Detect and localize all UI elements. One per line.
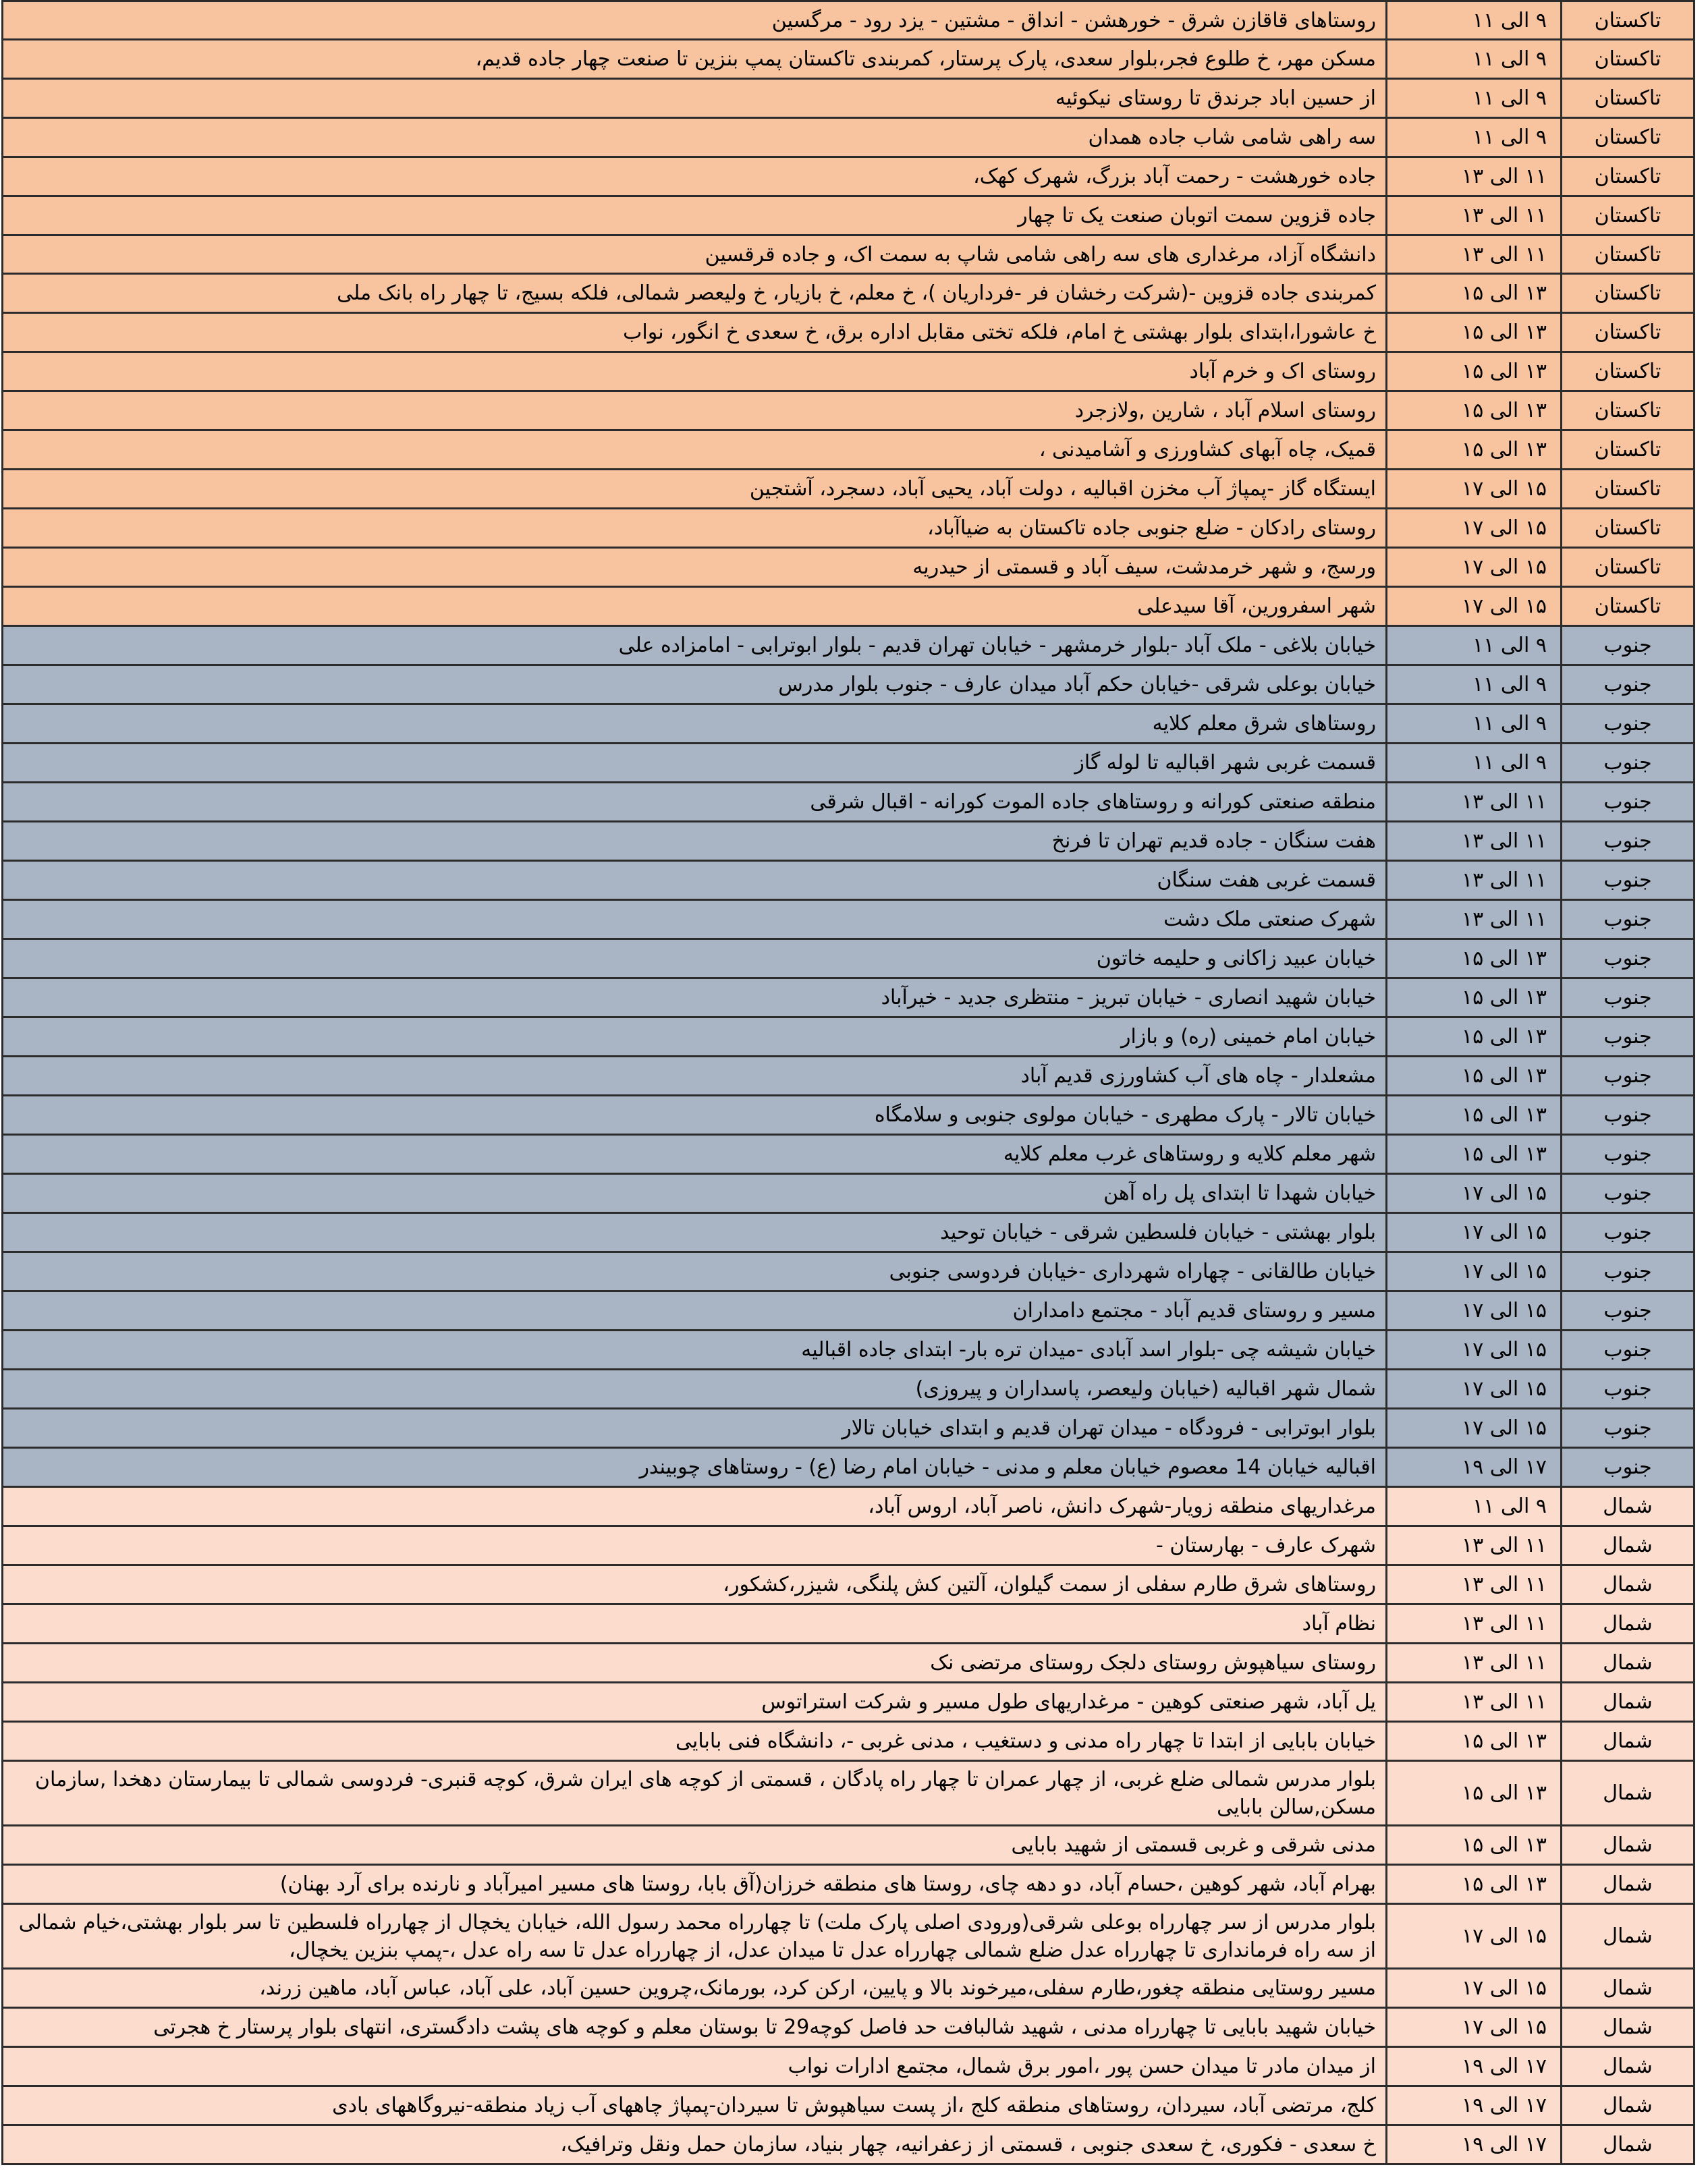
location-cell: شهر اسفرورین، آقا سیدعلی xyxy=(3,587,1387,626)
region-cell: جنوب xyxy=(1562,1174,1695,1213)
table-row xyxy=(3,79,1695,118)
location-cell: بلوار مدرس شمالی ضلع غربی، از چهار عمران تا چهار راه پادگان ، قسمتی از کوچه های ایران شرق، کوچه قنبری- فردوسی شمالی تا بیمارستان دهخدا ,سازمان مسکن,سالن بابایی xyxy=(3,1761,1387,1826)
table-row xyxy=(3,1826,1695,1865)
time-range-cell: ۱۵ الی ۱۷ xyxy=(1387,1291,1562,1331)
time-range-cell: ۱۷ الی ۱۹ xyxy=(1387,1448,1562,1487)
table-row xyxy=(3,1096,1695,1135)
location-cell: قمیک، چاه آبهای کشاورزی و آشامیدنی ، xyxy=(3,430,1387,470)
region-cell: تاکستان xyxy=(1562,1,1695,40)
time-range-cell: ۱۵ الی ۱۷ xyxy=(1387,470,1562,509)
region-cell: تاکستان xyxy=(1562,274,1695,313)
table-row xyxy=(3,1252,1695,1291)
table-row xyxy=(3,1761,1695,1826)
time-range-cell: ۱۱ الی ۱۳ xyxy=(1387,900,1562,939)
table-row xyxy=(3,822,1695,861)
time-range-cell: ۱۱ الی ۱۳ xyxy=(1387,822,1562,861)
time-range-cell: ۱۱ الی ۱۳ xyxy=(1387,1644,1562,1683)
region-cell: شمال xyxy=(1562,2125,1695,2165)
table-row xyxy=(3,1969,1695,2008)
location-cell: خیابان شهید انصاری - خیابان تبریز - منتظری جدید - خیرآباد xyxy=(3,978,1387,1017)
region-cell: جنوب xyxy=(1562,1252,1695,1291)
table-row xyxy=(3,939,1695,978)
region-cell: جنوب xyxy=(1562,1331,1695,1370)
time-range-cell: ۹ الی ۱۱ xyxy=(1387,744,1562,783)
location-cell: قسمت غربی شهر اقبالیه تا لوله گاز xyxy=(3,744,1387,783)
time-range-cell: ۱۳ الی ۱۵ xyxy=(1387,352,1562,391)
region-cell: تاکستان xyxy=(1562,509,1695,548)
location-cell: خیابان طالقانی - چهاراه شهرداری -خیابان فردوسی جنوبی xyxy=(3,1252,1387,1291)
table-row xyxy=(3,1604,1695,1644)
time-range-cell: ۱۳ الی ۱۵ xyxy=(1387,1826,1562,1865)
location-cell: خیابان شهدا تا ابتدای پل راه آهن xyxy=(3,1174,1387,1213)
table-row xyxy=(3,391,1695,430)
table-row xyxy=(3,1487,1695,1526)
time-range-cell: ۱۳ الی ۱۵ xyxy=(1387,391,1562,430)
location-cell: خ سعدی - فکوری، خ سعدی جنوبی ، قسمتی از زعفرانیه، چهار بنیاد، سازمان حمل ونقل وترافیک، xyxy=(3,2125,1387,2165)
region-cell: جنوب xyxy=(1562,939,1695,978)
location-cell: منطقه صنعتی کورانه و روستاهای جاده الموت کورانه - اقبال شرقی xyxy=(3,783,1387,822)
location-cell: کمربندی جاده قزوین -(شرکت رخشان فر -فرداریان )، خ معلم، خ بازیار، خ ولیعصر شمالی، فلکه بسیج، تا چهار راه بانک ملی xyxy=(3,274,1387,313)
location-cell: ورسج، و شهر خرمدشت، سیف آباد و قسمتی از حیدریه xyxy=(3,548,1387,587)
location-cell: شمال شهر اقبالیه (خیابان ولیعصر، پاسداران و پیروزی) xyxy=(3,1370,1387,1409)
time-range-cell: ۱۱ الی ۱۳ xyxy=(1387,861,1562,900)
time-range-cell: ۱۳ الی ۱۵ xyxy=(1387,274,1562,313)
location-cell: مدنی شرقی و غربی قسمتی از شهید بابایی xyxy=(3,1826,1387,1865)
table-row xyxy=(3,978,1695,1017)
location-cell: مسیر و روستای قدیم آباد - مجتمع دامداران xyxy=(3,1291,1387,1331)
table-row xyxy=(3,1057,1695,1096)
location-cell: خیابان بابایی از ابتدا تا چهار راه مدنی و دستغیب ، مدنی غربی -، دانشگاه فنی بابایی xyxy=(3,1722,1387,1761)
table-row xyxy=(3,1565,1695,1604)
location-cell: شهرک عارف - بهارستان - xyxy=(3,1526,1387,1565)
table-row xyxy=(3,744,1695,783)
time-range-cell: ۱۷ الی ۱۹ xyxy=(1387,2125,1562,2165)
region-cell: جنوب xyxy=(1562,861,1695,900)
location-cell: مرغداریهای منطقه زویار-شهرک دانش، ناصر آباد، اروس آباد، xyxy=(3,1487,1387,1526)
table-row xyxy=(3,1448,1695,1487)
region-cell: شمال xyxy=(1562,1761,1695,1826)
location-cell: روستای سیاهپوش روستای دلجک روستای مرتضی نک xyxy=(3,1644,1387,1683)
region-cell: تاکستان xyxy=(1562,118,1695,157)
location-cell: بلوار ابوترابی - فرودگاه - میدان تهران قدیم و ابتدای خیابان تالار xyxy=(3,1409,1387,1448)
region-cell: شمال xyxy=(1562,1683,1695,1722)
time-range-cell: ۱۵ الی ۱۷ xyxy=(1387,1252,1562,1291)
region-cell: جنوب xyxy=(1562,1017,1695,1057)
time-range-cell: ۱۵ الی ۱۷ xyxy=(1387,1370,1562,1409)
region-cell: جنوب xyxy=(1562,744,1695,783)
table-row xyxy=(3,235,1695,274)
region-cell: شمال xyxy=(1562,1826,1695,1865)
location-cell: ایستگاه گاز -پمپاژ آب مخزن اقبالیه ، دولت آباد، یحیی آباد، دسجرد، آشتجین xyxy=(3,470,1387,509)
time-range-cell: ۱۵ الی ۱۷ xyxy=(1387,587,1562,626)
region-cell: شمال xyxy=(1562,1604,1695,1644)
table-row xyxy=(3,1135,1695,1174)
location-cell: خیابان شیشه چی -بلوار اسد آبادی -میدان تره بار- ابتدای جاده اقبالیه xyxy=(3,1331,1387,1370)
time-range-cell: ۱۳ الی ۱۵ xyxy=(1387,939,1562,978)
table-row xyxy=(3,1291,1695,1331)
region-cell: شمال xyxy=(1562,1969,1695,2008)
time-range-cell: ۱۷ الی ۱۹ xyxy=(1387,2047,1562,2086)
region-cell: جنوب xyxy=(1562,1448,1695,1487)
table-row xyxy=(3,509,1695,548)
table-row xyxy=(3,196,1695,235)
location-cell: اقبالیه خیابان 14 معصوم خیابان معلم و مدنی - خیابان امام رضا (ع) - روستاهای چوبیندر xyxy=(3,1448,1387,1487)
location-cell: کلج، مرتضی آباد، سیردان، روستاهای منطقه کلج ،از پست سیاهپوش تا سیردان-پمپاژ چاههای آب زیاد منطقه-نیروگاههای بادی xyxy=(3,2086,1387,2125)
location-cell: جاده خورهشت - رحمت آباد بزرگ، شهرک کهک، xyxy=(3,157,1387,196)
time-range-cell: ۹ الی ۱۱ xyxy=(1387,704,1562,744)
region-cell: تاکستان xyxy=(1562,430,1695,470)
location-cell: روستاهای شرق معلم کلایه xyxy=(3,704,1387,744)
time-range-cell: ۱۵ الی ۱۷ xyxy=(1387,1331,1562,1370)
time-range-cell: ۱۱ الی ۱۳ xyxy=(1387,235,1562,274)
time-range-cell: ۱۵ الی ۱۷ xyxy=(1387,509,1562,548)
location-cell: هفت سنگان - جاده قدیم تهران تا فرنخ xyxy=(3,822,1387,861)
time-range-cell: ۱۵ الی ۱۷ xyxy=(1387,1904,1562,1969)
location-cell: روستای اک و خرم آباد xyxy=(3,352,1387,391)
location-cell: خیابان امام خمینی (ره) و بازار xyxy=(3,1017,1387,1057)
location-cell: شهرک صنعتی ملک دشت xyxy=(3,900,1387,939)
table-row xyxy=(3,157,1695,196)
table-row xyxy=(3,861,1695,900)
location-cell: روستاهای شرق طارم سفلی از سمت گیلوان، آلتین کش پلنگی، شیزر،کشکور، xyxy=(3,1565,1387,1604)
location-cell: جاده قزوین سمت اتوبان صنعت یک تا چهار xyxy=(3,196,1387,235)
table-row xyxy=(3,313,1695,352)
table-row xyxy=(3,704,1695,744)
time-range-cell: ۱۱ الی ۱۳ xyxy=(1387,1604,1562,1644)
table-row xyxy=(3,118,1695,157)
time-range-cell: ۱۳ الی ۱۵ xyxy=(1387,978,1562,1017)
region-cell: تاکستان xyxy=(1562,40,1695,79)
table-body xyxy=(3,1,1695,2165)
location-cell: دانشگاه آزاد، مرغداری های سه راهی شامی شاپ به سمت اک، و جاده قرقسین xyxy=(3,235,1387,274)
region-cell: شمال xyxy=(1562,2047,1695,2086)
region-cell: جنوب xyxy=(1562,1096,1695,1135)
time-range-cell: ۱۵ الی ۱۷ xyxy=(1387,2008,1562,2047)
region-cell: جنوب xyxy=(1562,665,1695,704)
time-range-cell: ۱۱ الی ۱۳ xyxy=(1387,783,1562,822)
time-range-cell: ۱۱ الی ۱۳ xyxy=(1387,1683,1562,1722)
region-cell: تاکستان xyxy=(1562,79,1695,118)
time-range-cell: ۱۵ الی ۱۷ xyxy=(1387,1174,1562,1213)
region-cell: جنوب xyxy=(1562,626,1695,665)
region-cell: تاکستان xyxy=(1562,470,1695,509)
location-cell: مشعلدار - چاه های آب کشاورزی قدیم آباد xyxy=(3,1057,1387,1096)
region-cell: شمال xyxy=(1562,1565,1695,1604)
region-cell: شمال xyxy=(1562,1722,1695,1761)
time-range-cell: ۱۱ الی ۱۳ xyxy=(1387,1526,1562,1565)
region-cell: جنوب xyxy=(1562,1409,1695,1448)
time-range-cell: ۱۳ الی ۱۵ xyxy=(1387,1017,1562,1057)
table-row xyxy=(3,1409,1695,1448)
region-cell: تاکستان xyxy=(1562,157,1695,196)
location-cell: نظام آباد xyxy=(3,1604,1387,1644)
location-cell: بلوار مدرس از سر چهارراه بوعلی شرقی(ورودی اصلی پارک ملت) تا چهارراه محمد رسول الله، خیابان یخچال از چهارراه فلسطین تا سر بلوار بهشتی،خیام شمالی از سه راه فرمانداری تا چهارراه عدل ضلع شمالی چهارراه عدل تا میدان عدل، از چهارراه عدل تا سه راه عدل ،-پمپ بنزین یخچال، xyxy=(3,1904,1387,1969)
table-row xyxy=(3,2047,1695,2086)
table-row xyxy=(3,2008,1695,2047)
table-row xyxy=(3,470,1695,509)
region-cell: تاکستان xyxy=(1562,548,1695,587)
table-row xyxy=(3,900,1695,939)
time-range-cell: ۹ الی ۱۱ xyxy=(1387,1487,1562,1526)
region-cell: جنوب xyxy=(1562,1057,1695,1096)
location-cell: خیابان بوعلی شرقی -خیابان حکم آباد میدان عارف - جنوب بلوار مدرس xyxy=(3,665,1387,704)
location-cell: خیابان عبید زاکانی و حلیمه خاتون xyxy=(3,939,1387,978)
time-range-cell: ۱۱ الی ۱۳ xyxy=(1387,1565,1562,1604)
table-row xyxy=(3,1370,1695,1409)
time-range-cell: ۱۷ الی ۱۹ xyxy=(1387,2086,1562,2125)
time-range-cell: ۹ الی ۱۱ xyxy=(1387,79,1562,118)
region-cell: جنوب xyxy=(1562,783,1695,822)
location-cell: خیابان شهید بابایی تا چهارراه مدنی ، شهید شالبافت حد فاصل کوچه29 تا بوستان معلم و کوچه های پشت دادگستری، انتهای بلوار پرستار خ هجرتی xyxy=(3,2008,1387,2047)
time-range-cell: ۱۳ الی ۱۵ xyxy=(1387,1096,1562,1135)
region-cell: تاکستان xyxy=(1562,391,1695,430)
region-cell: جنوب xyxy=(1562,822,1695,861)
table-row xyxy=(3,40,1695,79)
region-cell: جنوب xyxy=(1562,704,1695,744)
table-row xyxy=(3,1,1695,40)
table-row xyxy=(3,1526,1695,1565)
region-cell: شمال xyxy=(1562,2086,1695,2125)
location-cell: خیابان تالار - پارک مطهری - خیابان مولوی جنوبی و سلامگاه xyxy=(3,1096,1387,1135)
table-row xyxy=(3,274,1695,313)
region-cell: شمال xyxy=(1562,2008,1695,2047)
region-cell: جنوب xyxy=(1562,1370,1695,1409)
table-row xyxy=(3,783,1695,822)
region-cell: تاکستان xyxy=(1562,313,1695,352)
table-row xyxy=(3,1017,1695,1057)
region-cell: تاکستان xyxy=(1562,235,1695,274)
table-row xyxy=(3,2125,1695,2165)
location-cell: بهرام آباد، شهر کوهین ،حسام آباد، دو دهه چای، روستا های منطقه خرزان(آق بابا، روستا های مسیر امیرآباد و نارنده برای آرد بهنان) xyxy=(3,1865,1387,1904)
region-cell: شمال xyxy=(1562,1904,1695,1969)
region-cell: جنوب xyxy=(1562,900,1695,939)
location-cell: قسمت غربی هفت سنگان xyxy=(3,861,1387,900)
region-cell: تاکستان xyxy=(1562,352,1695,391)
region-cell: جنوب xyxy=(1562,978,1695,1017)
time-range-cell: ۱۳ الی ۱۵ xyxy=(1387,1761,1562,1826)
region-cell: تاکستان xyxy=(1562,196,1695,235)
region-cell: شمال xyxy=(1562,1526,1695,1565)
time-range-cell: ۹ الی ۱۱ xyxy=(1387,1,1562,40)
time-range-cell: ۱۳ الی ۱۵ xyxy=(1387,313,1562,352)
time-range-cell: ۱۱ الی ۱۳ xyxy=(1387,196,1562,235)
region-cell: شمال xyxy=(1562,1865,1695,1904)
region-cell: شمال xyxy=(1562,1487,1695,1526)
table-row xyxy=(3,1174,1695,1213)
table-row xyxy=(3,1683,1695,1722)
location-cell: خ عاشورا،ابتدای بلوار بهشتی خ امام، فلکه تختی مقابل اداره برق، خ سعدی خ انگور، نواب xyxy=(3,313,1387,352)
time-range-cell: ۱۱ الی ۱۳ xyxy=(1387,157,1562,196)
location-cell: از حسین اباد جرندق تا روستای نیکوئیه xyxy=(3,79,1387,118)
time-range-cell: ۹ الی ۱۱ xyxy=(1387,40,1562,79)
location-cell: شهر معلم کلایه و روستاهای غرب معلم کلایه xyxy=(3,1135,1387,1174)
time-range-cell: ۹ الی ۱۱ xyxy=(1387,118,1562,157)
table-row xyxy=(3,1213,1695,1252)
time-range-cell: ۹ الی ۱۱ xyxy=(1387,665,1562,704)
time-range-cell: ۱۳ الی ۱۵ xyxy=(1387,430,1562,470)
table-row xyxy=(3,1904,1695,1969)
location-cell: روستاهای قاقازن شرق - خورهشن - انداق - مشتین - یزد رود - مرگسین xyxy=(3,1,1387,40)
table-row xyxy=(3,430,1695,470)
region-cell: جنوب xyxy=(1562,1135,1695,1174)
location-cell: مسکن مهر، خ طلوع فجر،بلوار سعدی، پارک پرستار، کمربندی تاکستان پمپ بنزین تا صنعت چهار جاده قدیم، xyxy=(3,40,1387,79)
time-range-cell: ۱۳ الی ۱۵ xyxy=(1387,1865,1562,1904)
table-row xyxy=(3,352,1695,391)
time-range-cell: ۱۳ الی ۱۵ xyxy=(1387,1722,1562,1761)
location-cell: روستای رادکان - ضلع جنوبی جاده تاکستان به ضیاآباد، xyxy=(3,509,1387,548)
table-row xyxy=(3,1865,1695,1904)
region-cell: شمال xyxy=(1562,1644,1695,1683)
region-cell: تاکستان xyxy=(1562,587,1695,626)
location-cell: از میدان مادر تا میدان حسن پور ،امور برق شمال، مجتمع ادارات نواب xyxy=(3,2047,1387,2086)
time-range-cell: ۱۵ الی ۱۷ xyxy=(1387,1969,1562,2008)
table-row xyxy=(3,587,1695,626)
table-row xyxy=(3,1722,1695,1761)
location-cell: بلوار بهشتی - خیابان فلسطین شرقی - خیابان توحید xyxy=(3,1213,1387,1252)
time-range-cell: ۹ الی ۱۱ xyxy=(1387,626,1562,665)
time-range-cell: ۱۵ الی ۱۷ xyxy=(1387,1409,1562,1448)
time-range-cell: ۱۵ الی ۱۷ xyxy=(1387,1213,1562,1252)
table-row xyxy=(3,1331,1695,1370)
table-row xyxy=(3,626,1695,665)
location-cell: خیابان بلاغی - ملک آباد -بلوار خرمشهر - خیابان تهران قدیم - بلوار ابوترابی - امامزاده علی xyxy=(3,626,1387,665)
power-outage-schedule-table xyxy=(1,0,1695,2165)
region-cell: جنوب xyxy=(1562,1213,1695,1252)
location-cell: روستای اسلام آباد ، شارین ,ولازجرد xyxy=(3,391,1387,430)
location-cell: یل آباد، شهر صنعتی کوهین - مرغداریهای طول مسیر و شرکت استراتوس xyxy=(3,1683,1387,1722)
table-row xyxy=(3,2086,1695,2125)
region-cell: جنوب xyxy=(1562,1291,1695,1331)
time-range-cell: ۱۵ الی ۱۷ xyxy=(1387,548,1562,587)
location-cell: سه راهی شامی شاب جاده همدان xyxy=(3,118,1387,157)
table-row xyxy=(3,1644,1695,1683)
time-range-cell: ۱۳ الی ۱۵ xyxy=(1387,1135,1562,1174)
time-range-cell: ۱۳ الی ۱۵ xyxy=(1387,1057,1562,1096)
table-row xyxy=(3,665,1695,704)
location-cell: مسیر روستایی منطقه چغور،طارم سفلی،میرخوند بالا و پایین، ارکن کرد، بورمانک،چروین حسین آباد، علی آباد، عباس آباد، ماهین زرند، xyxy=(3,1969,1387,2008)
table-row xyxy=(3,548,1695,587)
